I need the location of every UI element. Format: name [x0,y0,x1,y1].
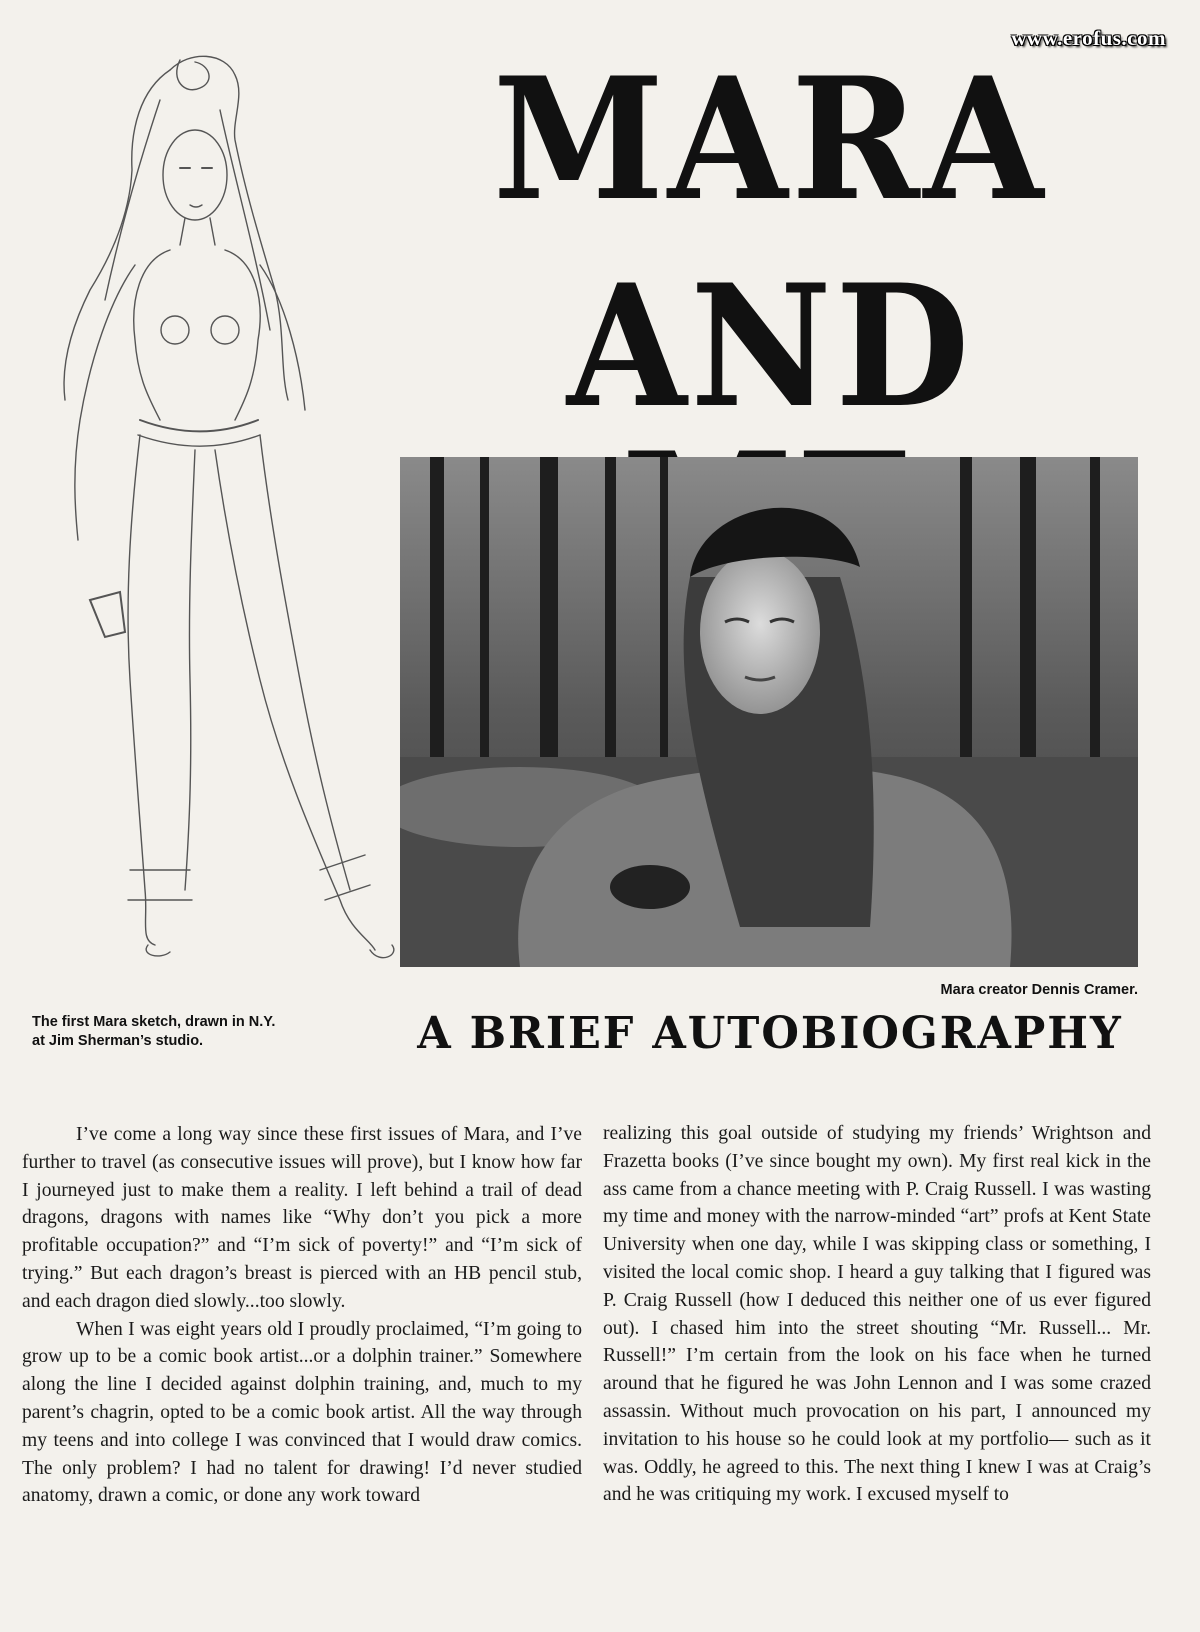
watermark: www.erofus.com [1011,26,1166,50]
mara-sketch-illustration [20,40,410,970]
page-title-line-2: AND [566,247,974,445]
paragraph: When I was eight years old I proudly proclaimed, “I’m going to grow up to be a comic book artist...or a dolphin trainer.” Somewhere along the line I decided against dolphin training, and, much to my parent’s chagrin, opted to be a comic book artist. All the way through my teens and into college I was convinced that I would draw comics. The only problem? I had no talent for drawing! I’d never studied anatomy, drawn a comic, or done any work toward [22,1318,582,1507]
photo-caption: Mara creator Dennis Cramer. [940,982,1138,998]
paragraph: realizing this goal outside of studying my friends’ Wrightson and Frazetta books (I’ve since bought my own). My first real kick in the ass came from a chance meeting with P. Craig Russell. I was wasting my time and money with the narrow-minded “art” profs at Kent State University when one day, while I was skipping class or something, I visited the local comic shop. I heard a guy talking that I figured was P. Craig Russell (how I deduced this neither one of us ever figured out). I chased him into the street shouting “Mr. Russell... Mr. Russell!” I’m certain from the look on his face when he turned around that he figured he was John Lennon and I was some crazed assassin. Without much provocation on his part, I announced my invitation to his house so he could look at my portfolio— such as it was. Oddly, he agreed to this. The next thing I knew I was at Craig’s and he was critiquing my work. I excused myself to [603,1123,1151,1506]
sketch-caption [32,1013,352,1051]
body-column-left [22,1121,582,1510]
sketch-caption-line-1: The first Mara sketch, drawn in N.Y. [32,1014,276,1030]
section-subtitle: A BRIEF AUTOBIOGRAPHY [417,1008,1123,1059]
body-column-right [603,1120,1151,1509]
sketch-caption-line-2: at Jim Sherman’s studio. [32,1033,204,1049]
paragraph: I’ve come a long way since these first issues of Mara, and I’ve further to travel (as consecutive issues will prove), but I know how far I journeyed just to make them a reality. I left behind a trail of dead dragons, dragons with names like “Why don’t you pick a more profitable occupation?” and “I’m sick of poverty!” and “I’m sick of trying.” But each dragon’s breast is pierced with an HB pencil stub, and each dragon died slowly...too slowly. [22,1124,582,1312]
page-title-line-1: MARA [492,40,1048,238]
creator-photo [400,457,1138,967]
